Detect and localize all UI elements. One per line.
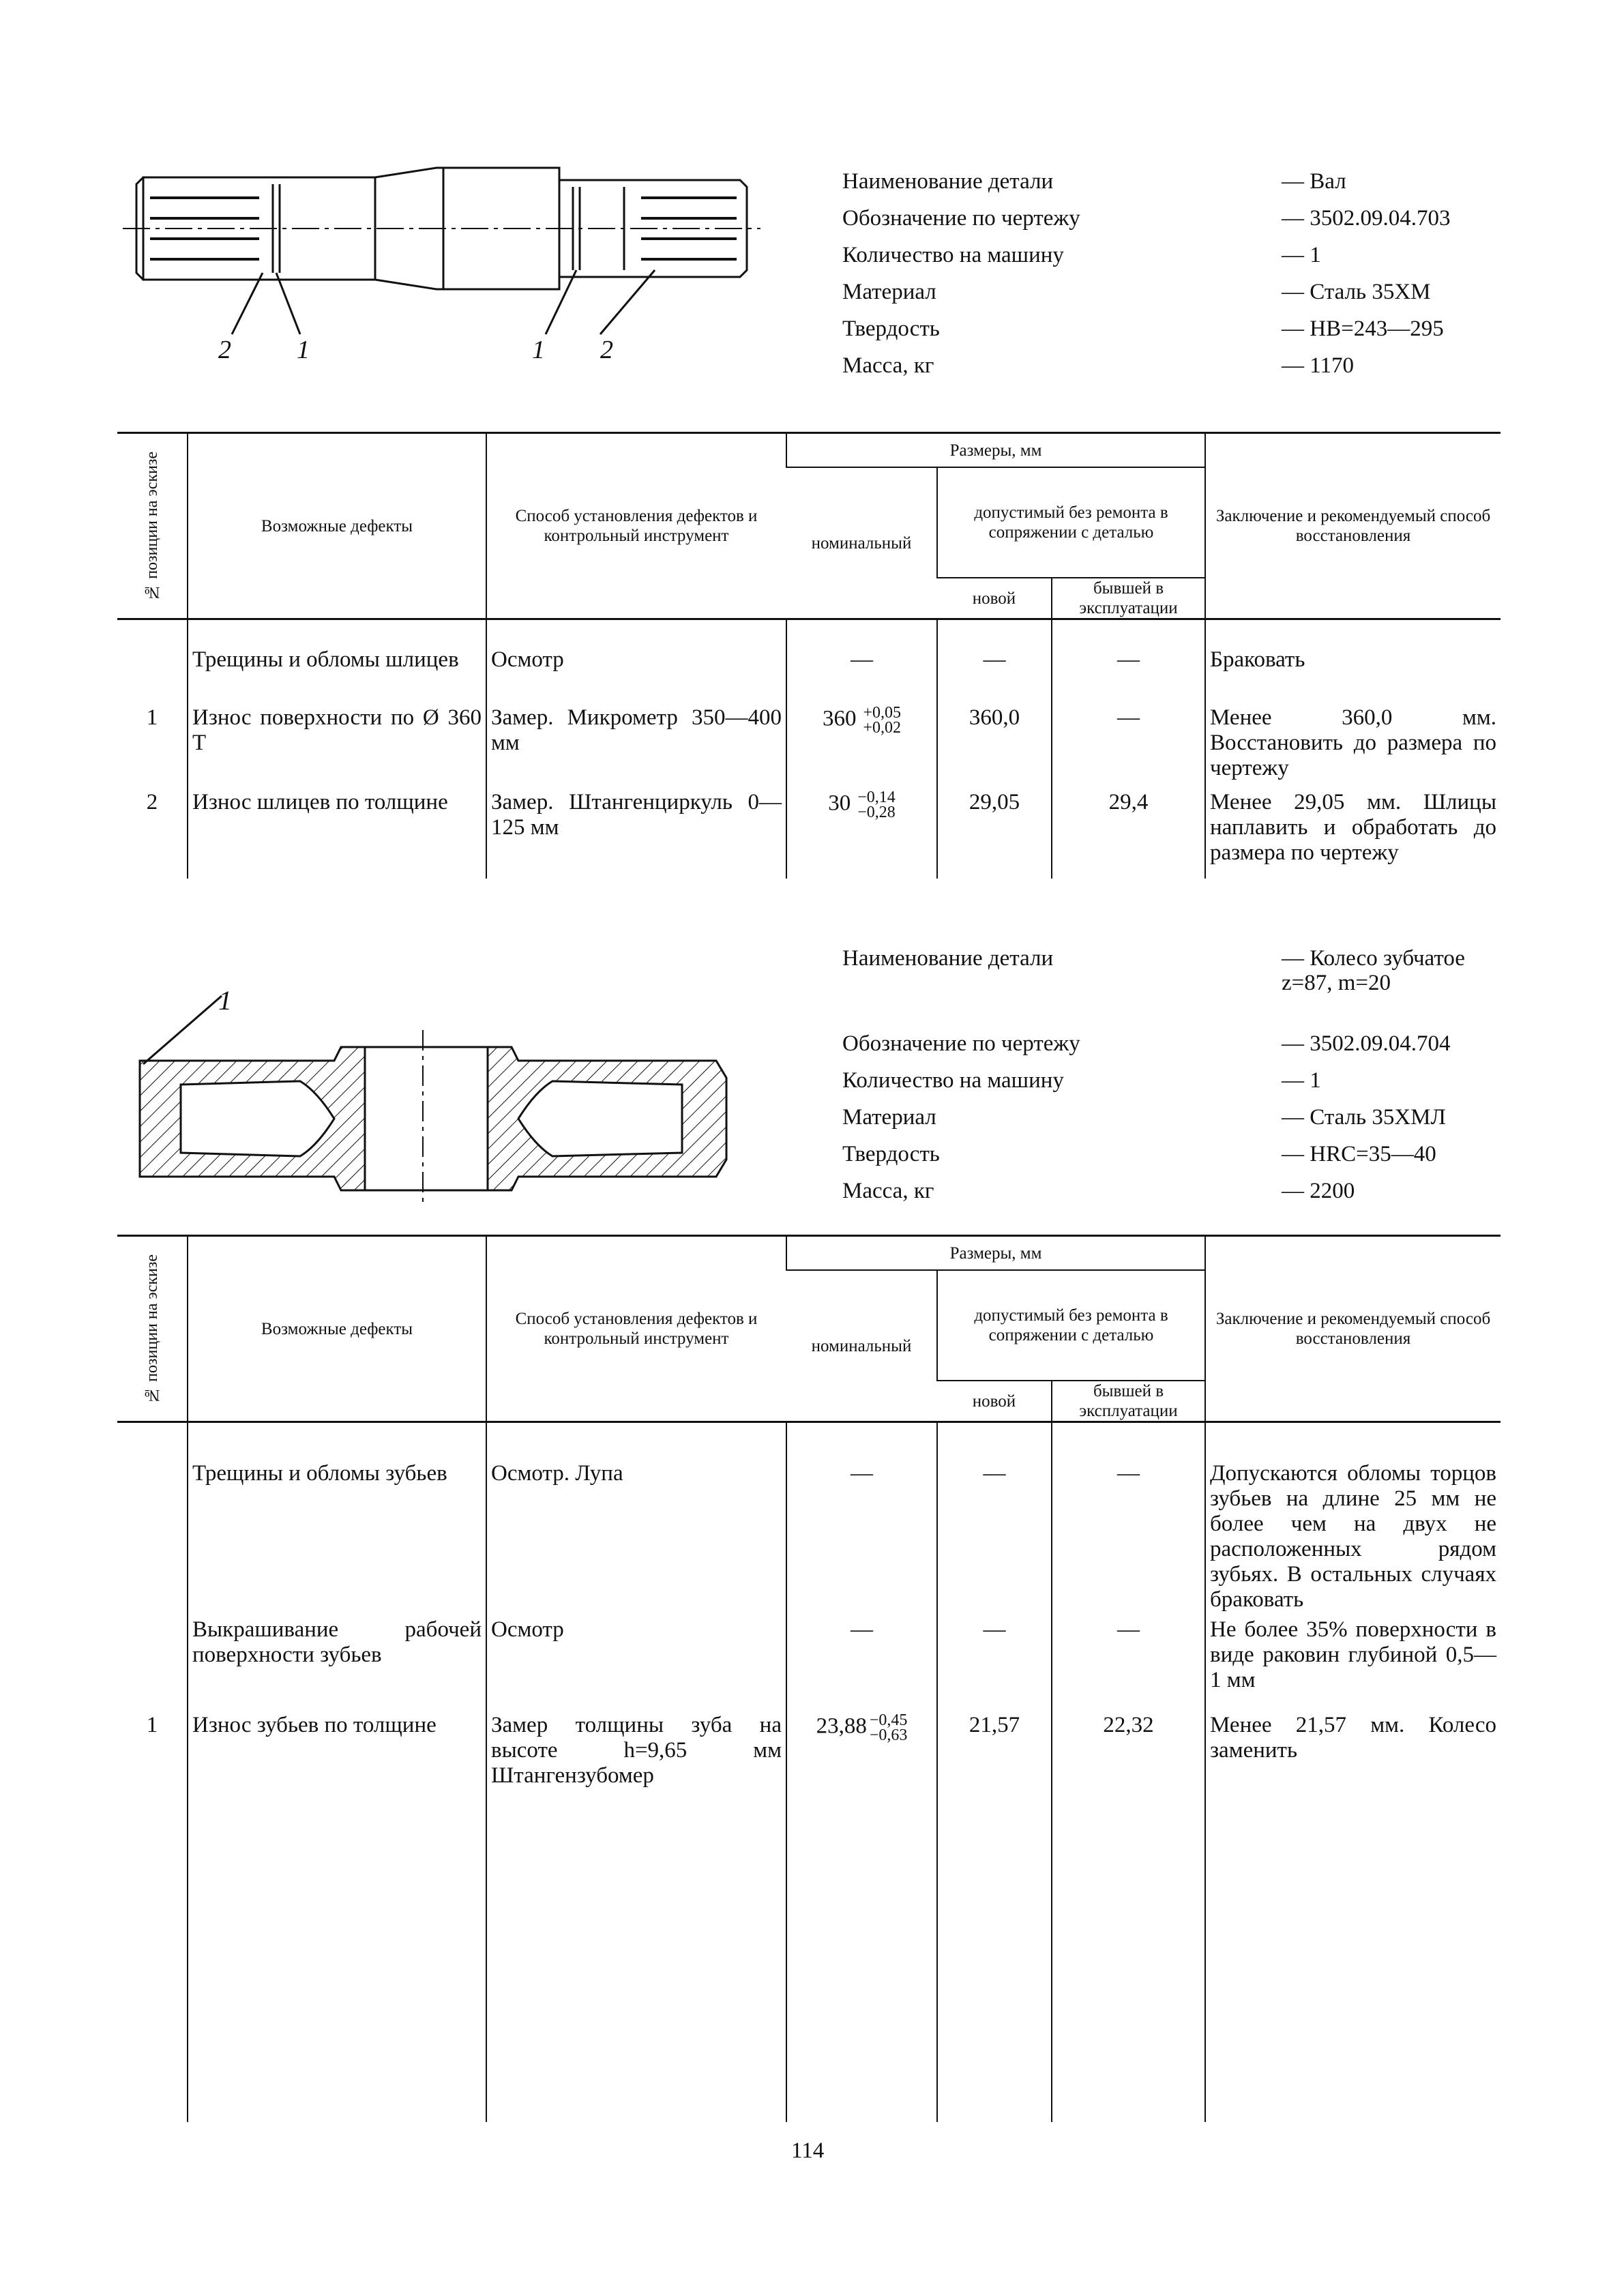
row-method: Замер. Микрометр 350—400 мм [486,705,786,790]
callout-label: 1 [532,336,545,364]
row-used: — [1052,705,1205,790]
table-row [117,619,1501,705]
row-nominal: — [851,647,873,672]
header-sizes: Размеры, мм [786,1236,1205,1271]
header-allowed: допустимый без ремонта в сопряжении с деталью [937,1270,1205,1381]
callout-label: 1 [218,985,232,1016]
spec-label: Масса, кг [842,353,934,378]
header-allowed: допустимый без ремонта в сопряжении с деталью [937,467,1205,578]
row-used: — [1052,1617,1205,1713]
row-used: — [1052,1422,1205,1617]
header-conclusion: Заключение и рекомендуемый способ восстановления [1205,433,1501,619]
header-position: № позиции на эскизе [143,451,161,601]
row-new: — [937,1422,1052,1617]
tolerance-lower: +0,02 [863,718,902,737]
callout-label: 2 [600,336,613,364]
header-method: Способ установления дефектов и контрольный инструмент [486,433,786,619]
tolerance-lower: −0,63 [869,1726,908,1744]
row-conclusion: Браковать [1205,619,1501,705]
callout-label: 1 [297,336,310,364]
spec-label: Обозначение по чертежу [842,1031,1080,1056]
row-used: — [1052,619,1205,705]
spec-value: — 1170 [1282,353,1355,378]
row-position: 1 [146,705,158,730]
row-conclusion: Не более 35% поверхности в виде раковин глубиной 0,5—1 мм [1205,1617,1501,1713]
row-method: Замер толщины зуба на высоте h=9,65 мм Штангензубомер [486,1713,786,2122]
tolerance-upper: −0,45 [869,1711,908,1729]
row-position [117,1617,188,1713]
spec-label: Наименование детали [842,946,1054,971]
header-defects: Возможные дефекты [188,1236,486,1422]
gear-wheel-drawing [130,982,743,1214]
page-number: 114 [791,2138,825,2163]
header-conclusion: Заключение и рекомендуемый способ восстановления [1205,1236,1501,1422]
spec-value: — Вал [1282,169,1346,194]
tolerance-upper: +0,05 [863,703,902,722]
row-defect: Износ зубьев по толщине [188,1713,486,2122]
row-position [117,619,188,705]
row-defect: Выкрашивание рабочей поверхности зубьев [188,1617,486,1713]
row-nominal: 360 [822,706,857,731]
spec-label: Обозначение по чертежу [842,206,1080,231]
row-conclusion: Допускаются обломы торцов зубьев на длине 25 мм не более чем на двух не расположенных рядом зубьях. В остальных случаях браковать [1205,1422,1501,1617]
row-defect: Износ шлицев по толщине [188,790,486,879]
header-used: бывшей в эксплуатации [1052,578,1205,619]
row-new: — [937,619,1052,705]
row-method: Замер. Штангенциркуль 0—125 мм [486,790,786,879]
header-new: новой [937,1381,1052,1422]
spec-value: — 3502.09.04.703 [1282,206,1451,231]
row-used: 29,4 [1052,790,1205,879]
table-row [117,790,1501,879]
spec-value: — 2200 [1282,1179,1355,1203]
part2-spec [842,946,1524,1216]
row-defect: Трещины и обломы шлицев [188,619,486,705]
tolerance-upper: −0,14 [857,788,896,806]
row-conclusion: Менее 360,0 мм. Восстановить до размера по чертежу [1205,705,1501,790]
row-used: 22,32 [1052,1713,1205,2122]
spec-label: Наименование детали [842,169,1054,194]
header-nominal: номинальный [786,1270,937,1422]
table-row [117,705,1501,790]
row-method: Осмотр [486,619,786,705]
row-conclusion: Менее 21,57 мм. Колесо заменить [1205,1713,1501,2122]
spec-label: Материал [842,280,936,304]
defects-table-2 [117,1235,1501,2122]
header-used: бывшей в эксплуатации [1052,1381,1205,1422]
spec-value: — 1 [1282,1068,1321,1093]
table-row [117,1713,1501,2122]
row-new: — [937,1617,1052,1713]
header-sizes: Размеры, мм [786,433,1205,468]
spec-value: — Сталь 35ХМ [1282,280,1431,304]
table-row [117,1422,1501,1617]
spec-value: — 1 [1282,243,1321,267]
row-conclusion: Менее 29,05 мм. Шлицы наплавить и обработать до размера по чертежу [1205,790,1501,879]
spec-label: Масса, кг [842,1179,934,1203]
row-defect: Износ поверхности по Ø 360 Т [188,705,486,790]
part1-spec [842,169,1524,390]
spec-value: — Сталь 35ХМЛ [1282,1105,1446,1130]
row-defect: Трещины и обломы зубьев [188,1422,486,1617]
tolerance-lower: −0,28 [857,803,896,821]
row-nominal: — [851,1617,873,1642]
row-position: 2 [146,789,158,814]
spec-value: — HRC=35—40 [1282,1142,1436,1166]
shaft-drawing [123,157,764,375]
row-new: 29,05 [937,790,1052,879]
spec-label: Количество на машину [842,243,1064,267]
spec-label: Количество на машину [842,1068,1064,1093]
header-nominal: номинальный [786,467,937,619]
row-method: Осмотр [486,1617,786,1713]
row-nominal: 23,88 [816,1713,867,1739]
header-method: Способ установления дефектов и контрольный инструмент [486,1236,786,1422]
header-defects: Возможные дефекты [188,433,486,619]
spec-value: — 3502.09.04.704 [1282,1031,1451,1056]
header-new: новой [937,578,1052,619]
table-row [117,1617,1501,1713]
row-position: 1 [146,1712,158,1737]
row-nominal: 30 [828,791,851,816]
callout-label: 2 [218,336,231,364]
spec-label: Твердость [842,317,940,341]
spec-value: — Колесо зубчатое z=87, m=20 [1282,946,1465,995]
row-method: Осмотр. Лупа [486,1422,786,1617]
row-new: 21,57 [937,1713,1052,2122]
row-nominal: — [851,1461,873,1486]
spec-label: Твердость [842,1142,940,1166]
row-new: 360,0 [937,705,1052,790]
spec-value: — НВ=243—295 [1282,317,1444,341]
row-position [117,1422,188,1617]
header-position: № позиции на эскизе [143,1254,161,1404]
spec-label: Материал [842,1105,936,1130]
defects-table-1 [117,432,1501,879]
